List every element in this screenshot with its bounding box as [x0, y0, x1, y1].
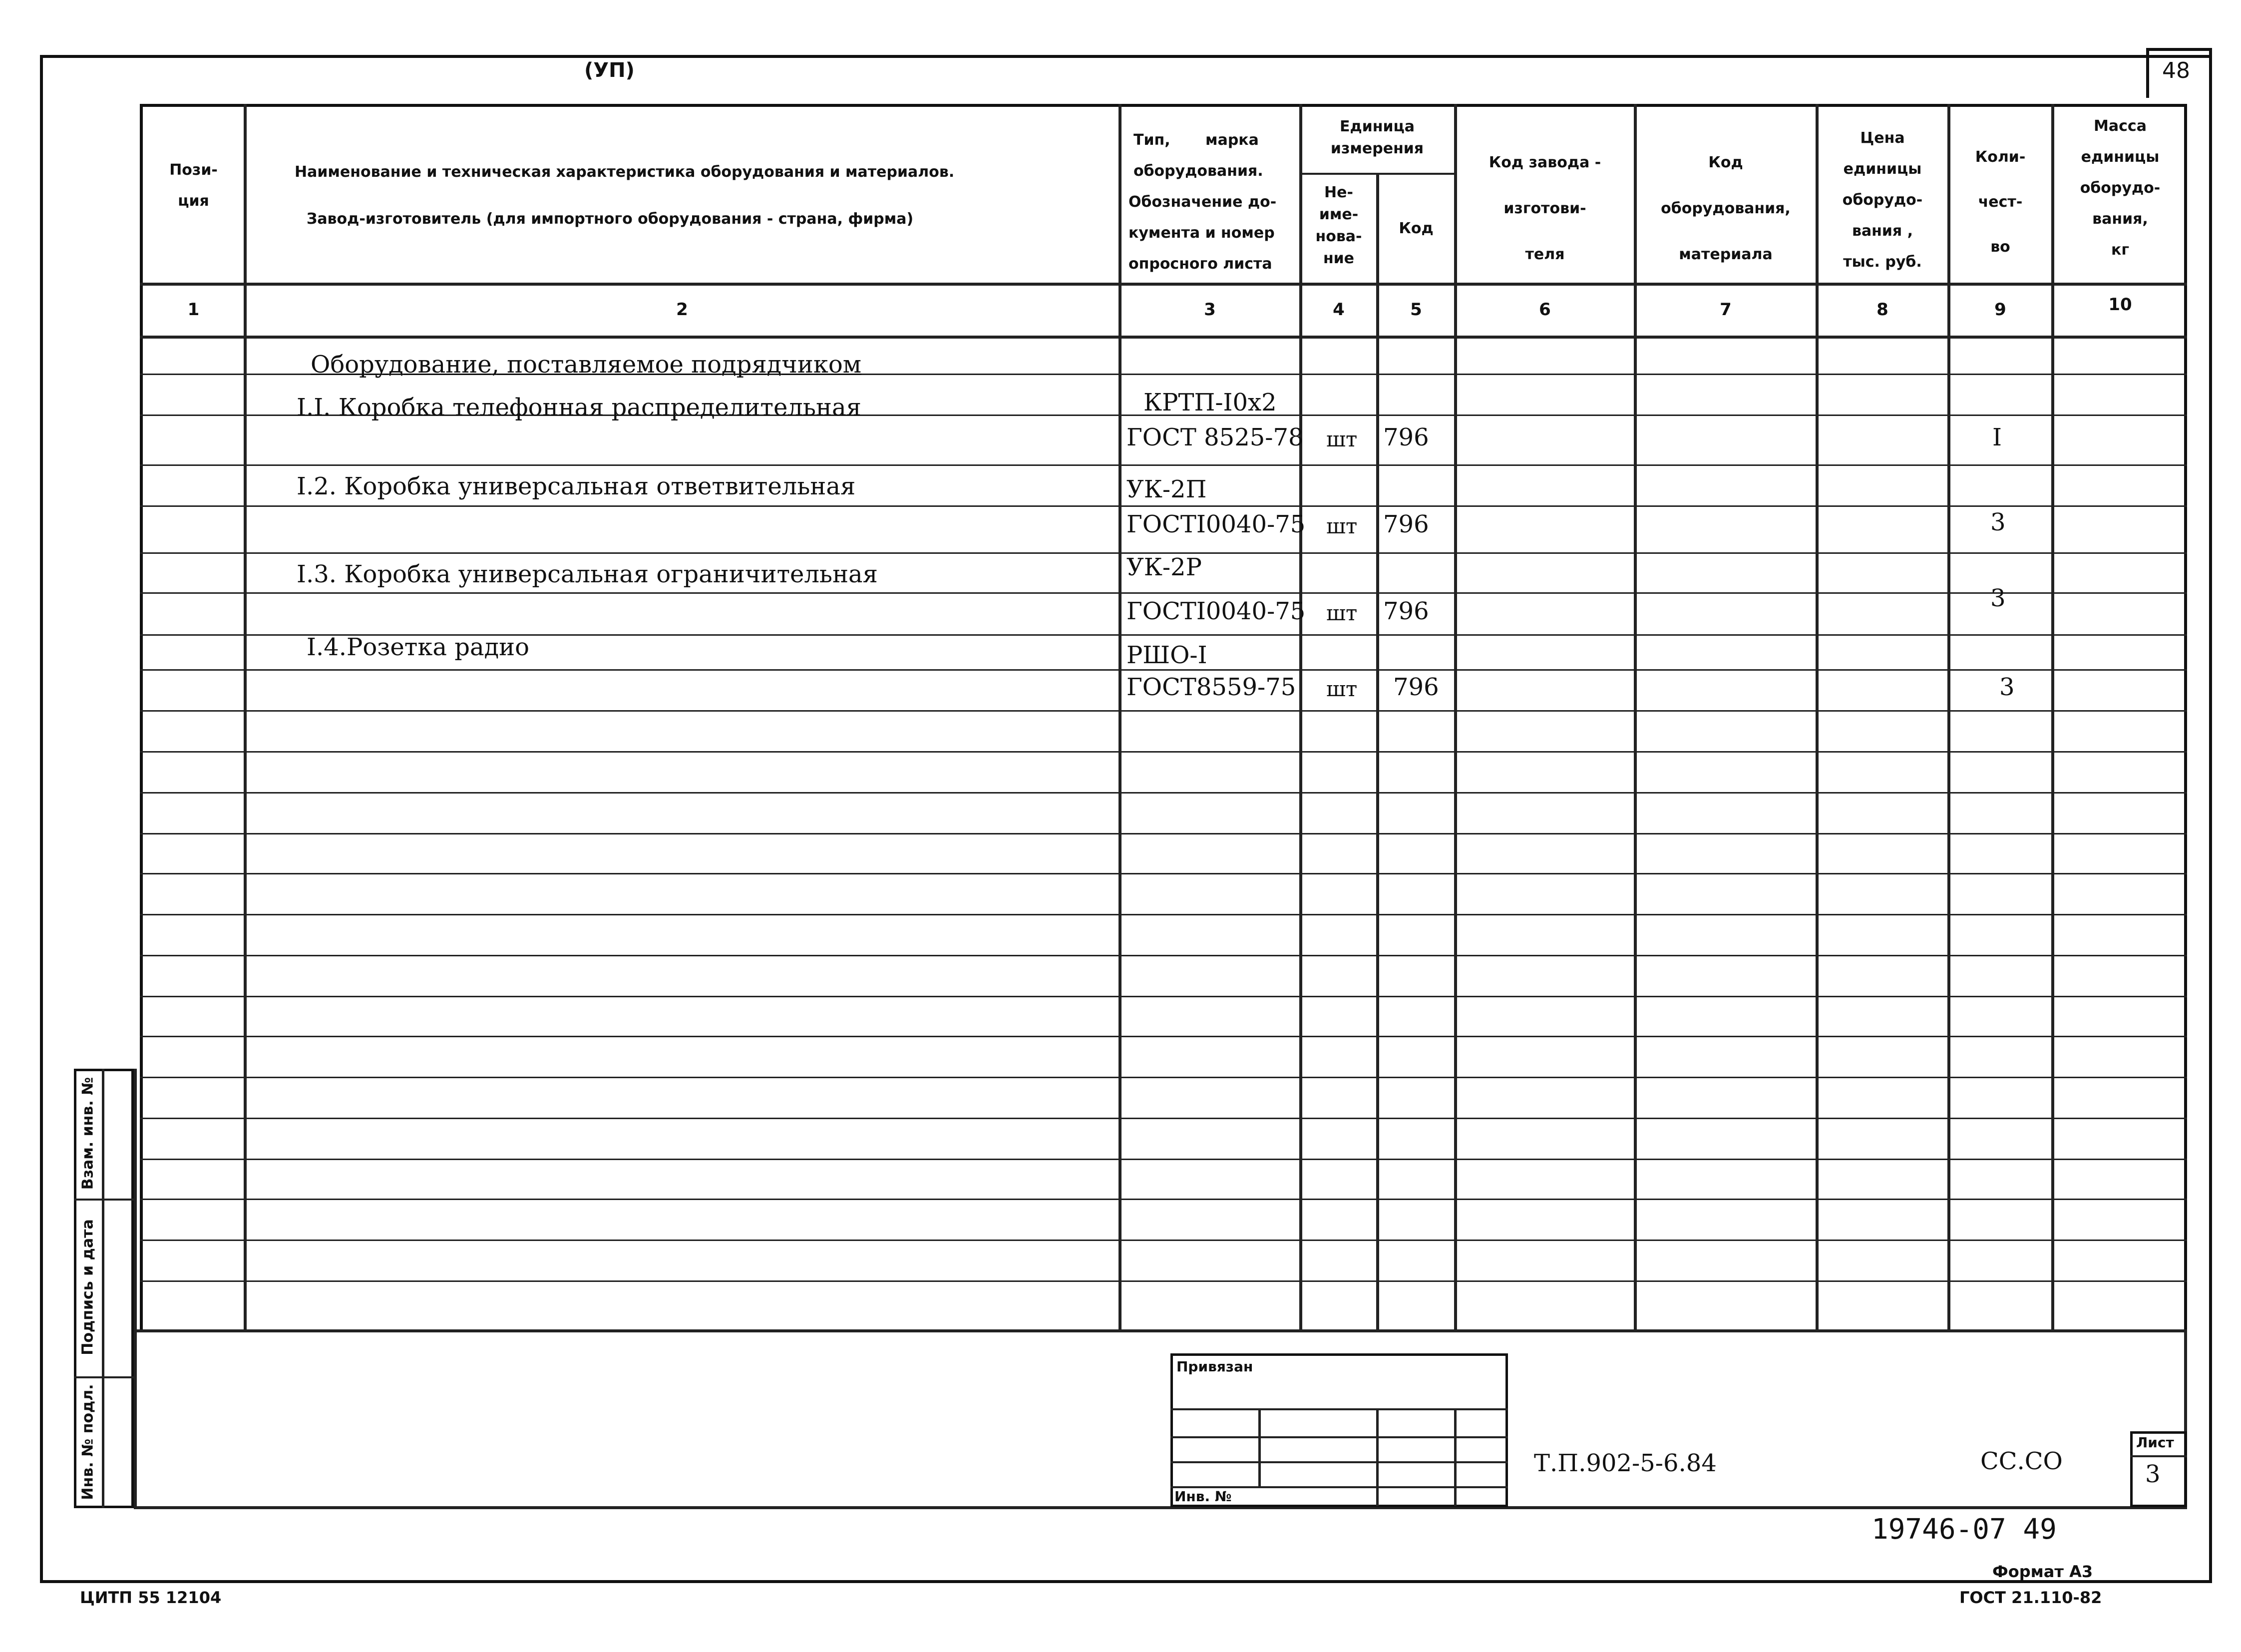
- colnum-bottom-line: [140, 336, 2187, 339]
- side-label-inv: Инв. № подл.: [79, 1384, 97, 1500]
- main-table-frame: [140, 104, 2187, 1332]
- table-row-line: [140, 464, 2187, 466]
- header-col7: Код оборудования, материала: [1661, 154, 1791, 263]
- colnum-4: 4: [1333, 300, 1345, 320]
- table-row-line: [140, 833, 2187, 834]
- item2-name: I.2. Коробка универсальная ответвительная: [297, 472, 856, 500]
- table-row-line: [140, 1280, 2187, 1282]
- header-col9: Коли- чест- во: [1975, 148, 2026, 256]
- item3-unit: шт: [1326, 601, 1358, 625]
- privyazan-vline-1: [1258, 1408, 1261, 1486]
- table-row-line: [140, 1159, 2187, 1160]
- table-row-line: [140, 955, 2187, 956]
- colnum-6: 6: [1539, 300, 1551, 320]
- item1-type: КРТП-I0х2: [1143, 389, 1277, 416]
- item4-qty: 3: [1999, 673, 2015, 701]
- item3-doc: ГОСТI0040-75: [1126, 597, 1306, 625]
- table-row-line: [140, 1118, 2187, 1119]
- colnum-2: 2: [676, 300, 688, 320]
- privyazan-line-2: [1170, 1436, 1508, 1438]
- header-col3: Тип, марка оборудования. Обозначение до- кумента и номер опросного листа: [1128, 131, 1277, 273]
- item4-code: 796: [1393, 673, 1439, 701]
- item3-name: I.3. Коробка универсальная ограничительная: [297, 560, 878, 588]
- header-col5: Код: [1399, 220, 1434, 237]
- doc-code: Т.П.902-5-6.84: [1534, 1449, 1717, 1477]
- col-line-1: [244, 104, 247, 1330]
- col-line-7: [1816, 104, 1819, 1330]
- item1-doc: ГОСТ 8525-78: [1126, 423, 1304, 451]
- section-title: Оборудование, поставляемое подрядчиком: [311, 351, 862, 379]
- item2-code: 796: [1383, 510, 1429, 538]
- col-line-8: [1947, 104, 1950, 1330]
- item2-doc: ГОСТI0040-75: [1126, 510, 1306, 538]
- handwritten-number: 19746-07 49: [1871, 1513, 2057, 1546]
- table-row-line: [140, 592, 2187, 594]
- side-label-podpis: Подпись и дата: [79, 1219, 97, 1355]
- table-bottom-line: [135, 1329, 2187, 1332]
- list-label: Лист: [2136, 1434, 2174, 1451]
- item4-doc: ГОСТ8559-75: [1126, 673, 1296, 701]
- colnum-3: 3: [1204, 300, 1216, 320]
- item3-code: 796: [1383, 597, 1429, 625]
- table-row-line: [140, 1077, 2187, 1078]
- colnum-5: 5: [1410, 300, 1422, 320]
- header-col8: Цена единицы оборудо- вания , тыс. руб.: [1842, 129, 1923, 271]
- table-row-line: [140, 914, 2187, 915]
- item1-qty: I: [1992, 423, 2002, 451]
- table-row-line: [140, 873, 2187, 874]
- privyazan-vline-2: [1376, 1408, 1379, 1506]
- footer-format: Формат А3: [1992, 1562, 2093, 1581]
- item2-qty: 3: [1990, 508, 2006, 536]
- table-row-line: [140, 751, 2187, 753]
- privyazan-line-3: [1170, 1461, 1508, 1463]
- page-number: 48: [2162, 58, 2190, 83]
- inv-no-label: Инв. №: [1174, 1488, 1232, 1505]
- item3-type: УК-2Р: [1126, 553, 1202, 581]
- header-unit-group: Единица измерения: [1330, 118, 1424, 157]
- col-line-9: [2051, 104, 2054, 1330]
- item1-unit: шт: [1326, 427, 1358, 451]
- header-col2: Наименование и техническая характеристика оборудования и материалов. Завод-изготовитель (для импортного оборудования - страна, фирма): [295, 163, 955, 228]
- col-line-6: [1634, 104, 1637, 1330]
- colnum-7: 7: [1720, 300, 1732, 320]
- privyazan-block: [1170, 1353, 1508, 1507]
- side-label-vzam: Взам. инв. №: [79, 1077, 97, 1190]
- item2-type: УК-2П: [1126, 475, 1207, 503]
- doc-mark: СС.СО: [1980, 1447, 2063, 1475]
- item4-type: РШО-I: [1126, 641, 1207, 669]
- header-bottom-line: [140, 283, 2187, 286]
- header-col10: Масса единицы оборудо- вания, кг: [2080, 117, 2161, 259]
- header-col1: Пози- ция: [169, 161, 218, 210]
- sheet-code: (УП): [584, 59, 635, 82]
- side-stamp-line-1: [74, 1199, 134, 1201]
- col-line-2: [1119, 104, 1121, 1330]
- header-col6: Код завода - изготови- теля: [1489, 154, 1601, 263]
- colnum-9: 9: [1994, 300, 2006, 320]
- footer-gost: ГОСТ 21.110-82: [1959, 1588, 2102, 1607]
- list-number: 3: [2145, 1460, 2161, 1488]
- table-row-line: [140, 1239, 2187, 1241]
- item4-name: I.4.Розетка радио: [307, 633, 530, 661]
- col-line-5: [1454, 104, 1457, 1330]
- privyazan-line-1: [1170, 1408, 1508, 1410]
- list-box-line: [2130, 1455, 2187, 1457]
- privyazan-vline-3: [1454, 1408, 1457, 1506]
- colnum-1: 1: [187, 300, 200, 320]
- table-row-line: [140, 1036, 2187, 1037]
- table-row-line: [140, 792, 2187, 794]
- table-row-line: [140, 505, 2187, 507]
- table-row-line: [140, 710, 2187, 712]
- bottom-frame-line: [134, 1506, 2187, 1509]
- table-row-line: [140, 996, 2187, 997]
- item4-unit: шт: [1326, 677, 1358, 701]
- header-col4: Не- име- нова- ние: [1315, 184, 1362, 267]
- item1-code: 796: [1383, 423, 1429, 451]
- privyazan-label: Привязан: [1176, 1358, 1253, 1375]
- table-row-line: [140, 1199, 2187, 1200]
- colnum-10: 10: [2108, 295, 2132, 315]
- colnum-8: 8: [1876, 300, 1888, 320]
- item1-name: I.I. Коробка телефонная распределительная: [297, 394, 861, 421]
- item2-unit: шт: [1326, 514, 1358, 538]
- col-line-3: [1299, 104, 1302, 1330]
- side-stamp-divider: [102, 1069, 104, 1508]
- footer-left: ЦИТП 55 12104: [80, 1588, 222, 1607]
- unit-group-line: [1299, 173, 1454, 175]
- bottom-frame-left: [134, 1069, 137, 1508]
- item3-qty: 3: [1990, 584, 2006, 612]
